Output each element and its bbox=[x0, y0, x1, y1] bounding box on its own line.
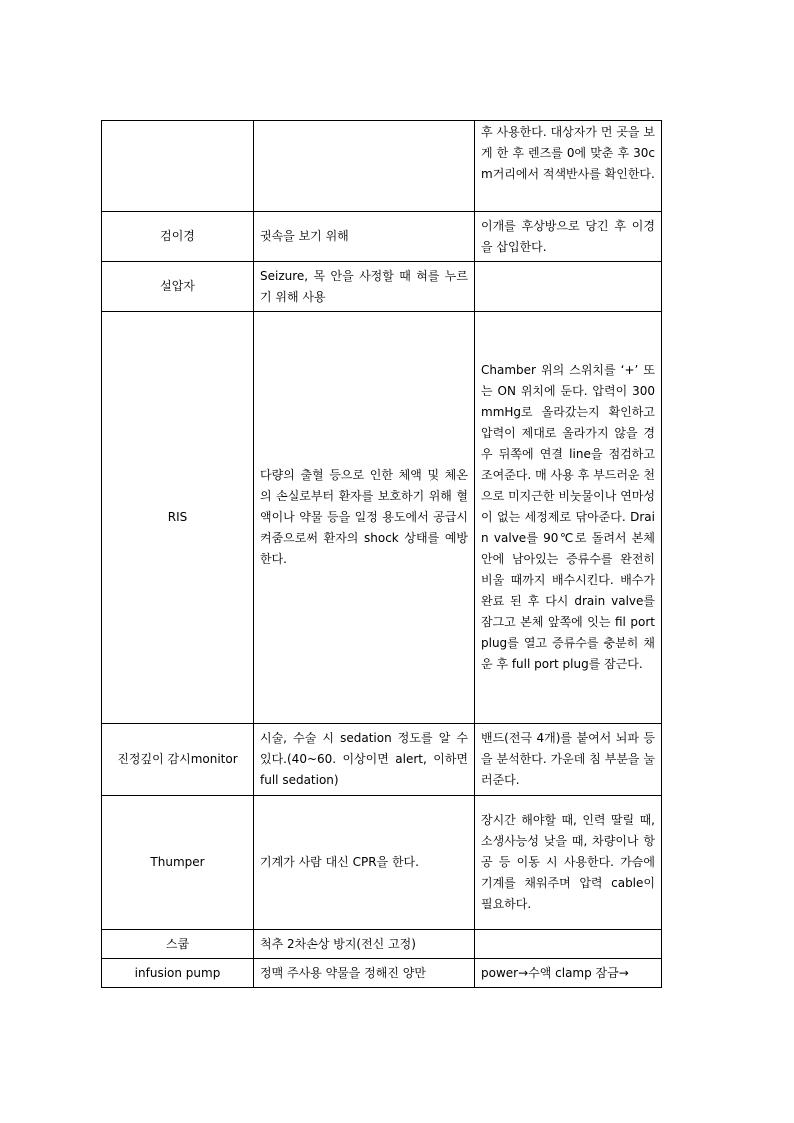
equipment-purpose-cell: 시술, 수술 시 sedation 정도를 알 수 있다.(40~60. 이상이면 alert, 이하면 full sedation) bbox=[254, 724, 475, 796]
equipment-name-cell: Thumper bbox=[102, 796, 254, 930]
table-row bbox=[102, 724, 662, 796]
equipment-purpose-cell: 척추 2차손상 방지(전신 고정) bbox=[254, 930, 475, 959]
table-row bbox=[102, 959, 662, 988]
table-row bbox=[102, 312, 662, 724]
table-row bbox=[102, 796, 662, 930]
equipment-method-cell: 후 사용한다. 대상자가 먼 곳을 보게 한 후 렌즈를 0에 맞춘 후 30cm거리에서 적색반사를 확인한다. bbox=[475, 121, 662, 212]
equipment-method-cell: power→수액 clamp 잠금→ bbox=[475, 959, 662, 988]
equipment-method-cell: 장시간 해야할 때, 인력 딸릴 때, 소생사능성 낮을 때, 차량이나 항공 등 이동 시 사용한다. 가슴에 기계를 채워주며 압력 cable이 필요하다. bbox=[475, 796, 662, 930]
equipment-purpose-cell: 정맥 주사용 약물을 정해진 양만 bbox=[254, 959, 475, 988]
equipment-purpose-cell: Seizure, 목 안을 사정할 때 혀를 누르기 위해 사용 bbox=[254, 262, 475, 312]
equipment-method-cell: 밴드(전극 4개)를 붙여서 뇌파 등을 분석한다. 가운데 침 부분을 눌러준다. bbox=[475, 724, 662, 796]
table-row bbox=[102, 121, 662, 212]
equipment-method-cell: Chamber 위의 스위치를 ‘+’ 또는 ON 위치에 둔다. 압력이 300mmHg로 올라갔는지 확인하고 압력이 제대로 올라가지 않을 경우 뒤쪽에 연결 line을 점검하고 조여준다. 매 사용 후 부드러운 천으로 미지근한 비눗물이나 연마성이 없는 세정제로 닦아준다. Drain valve를 90℃로 돌려서 본체 안에 남아있는 증류수를 완전히 비울 때까지 배수시킨다. 배수가 완료 된 후 다시 drain valve를 잠그고 본체 앞쪽에 잇는 fil port plug를 열고 증류수를 충분히 채운 후 full port plug를 잠근다. bbox=[475, 312, 662, 724]
table-row bbox=[102, 212, 662, 262]
equipment-name-cell: 설압자 bbox=[102, 262, 254, 312]
equipment-method-cell bbox=[475, 262, 662, 312]
table-row bbox=[102, 930, 662, 959]
equipment-method-cell: 이개를 후상방으로 당긴 후 이경을 삽입한다. bbox=[475, 212, 662, 262]
equipment-name-cell: 스쿱 bbox=[102, 930, 254, 959]
equipment-table bbox=[101, 120, 662, 988]
equipment-name-cell: infusion pump bbox=[102, 959, 254, 988]
equipment-name-cell: 검이경 bbox=[102, 212, 254, 262]
equipment-purpose-cell: 기계가 사람 대신 CPR을 한다. bbox=[254, 796, 475, 930]
equipment-purpose-cell: 다량의 출혈 등으로 인한 체액 및 체온의 손실로부터 환자를 보호하기 위해 혈액이나 약물 등을 일정 용도에서 공급시켜줌으로써 환자의 shock 상태를 예방한다. bbox=[254, 312, 475, 724]
table-row bbox=[102, 262, 662, 312]
equipment-name-cell: 진정깊이 감시monitor bbox=[102, 724, 254, 796]
equipment-purpose-cell bbox=[254, 121, 475, 212]
equipment-method-cell bbox=[475, 930, 662, 959]
equipment-name-cell: RIS bbox=[102, 312, 254, 724]
equipment-purpose-cell: 귓속을 보기 위해 bbox=[254, 212, 475, 262]
equipment-name-cell bbox=[102, 121, 254, 212]
